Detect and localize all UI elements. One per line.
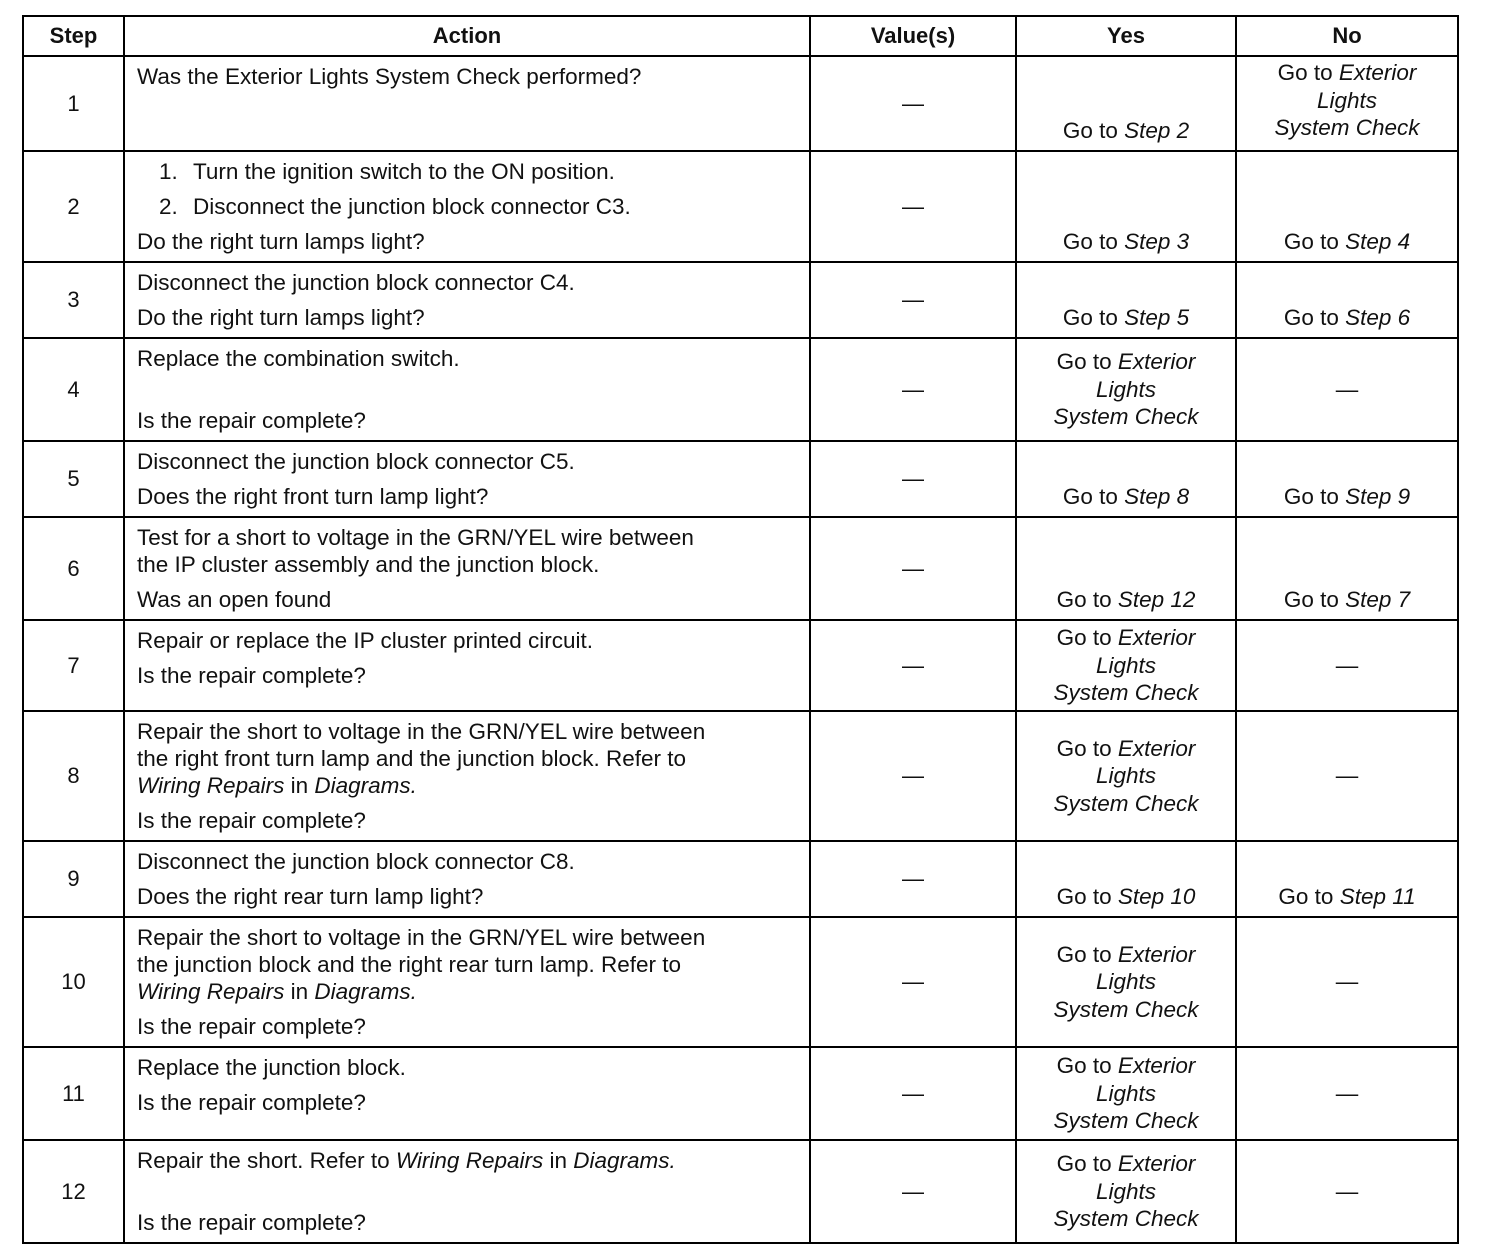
goto-label: Go to (1062, 117, 1118, 143)
value-cell (810, 56, 1016, 151)
goto-label: Go to (1056, 1151, 1112, 1177)
action-cell (124, 1047, 810, 1140)
dash: — (1335, 763, 1359, 789)
goto-target: Lights (1095, 1080, 1157, 1106)
goto-label: Go to (1056, 1053, 1112, 1079)
action-question: Is the repair complete? (137, 1090, 366, 1115)
yes-cell (1016, 151, 1236, 262)
action-text: Disconnect the junction block connector C5. (137, 449, 575, 474)
goto-target: Exterior (1117, 735, 1196, 761)
goto-target: System Check (1053, 404, 1199, 430)
dash: — (1335, 376, 1359, 402)
goto-target: System Check (1053, 790, 1199, 816)
step-number: 12 (23, 1140, 124, 1243)
goto-label: Go to (1056, 586, 1112, 612)
action-cell (124, 620, 810, 711)
yes-cell (1016, 1047, 1236, 1140)
action-question: Does the right front turn lamp light? (137, 484, 489, 509)
action-cell (124, 262, 810, 338)
goto-target: Lights (1316, 87, 1378, 113)
action-question: Is the repair complete? (137, 663, 366, 688)
action-text: the right front turn lamp and the junction block. Refer to (137, 746, 687, 771)
yes-cell (1016, 1140, 1236, 1243)
dash: — (1335, 1178, 1359, 1204)
goto-label: Go to (1056, 625, 1112, 651)
step-number: 6 (23, 517, 124, 620)
value-cell (810, 917, 1016, 1047)
dash: — (902, 652, 924, 678)
action-cell (124, 441, 810, 517)
yes-cell (1016, 262, 1236, 338)
goto-target: Step 10 (1117, 883, 1196, 909)
no-cell (1236, 338, 1458, 441)
goto-target: Exterior (1117, 349, 1196, 375)
table-row (23, 151, 1458, 262)
value-cell (810, 620, 1016, 711)
action-cell (124, 1140, 810, 1243)
goto-label: Go to (1283, 228, 1339, 254)
yes-cell (1016, 620, 1236, 711)
table-row (23, 338, 1458, 441)
no-cell (1236, 1047, 1458, 1140)
action-cell (124, 56, 810, 151)
yes-cell (1016, 711, 1236, 841)
action-text: Replace the combination switch. (137, 346, 460, 371)
reference-in: in (290, 773, 309, 798)
action-list-item (137, 158, 799, 185)
dash: — (1335, 652, 1359, 678)
step-number: 1 (23, 56, 124, 151)
dash: — (902, 866, 924, 891)
action-question: Do the right turn lamps light? (137, 229, 425, 254)
action-cell (124, 711, 810, 841)
action-question: Is the repair complete? (137, 1014, 366, 1039)
diagnostic-table-container (22, 15, 1457, 1244)
reference-link[interactable]: Diagrams. (573, 1148, 676, 1173)
no-cell (1236, 441, 1458, 517)
goto-label: Go to (1278, 883, 1334, 909)
goto-target: Step 11 (1339, 883, 1416, 909)
action-text: Replace the junction block. (137, 1055, 406, 1080)
goto-target: Step 7 (1345, 586, 1411, 612)
action-text: Test for a short to voltage in the GRN/YEL wire between (137, 525, 694, 550)
goto-target: System Check (1053, 680, 1199, 706)
goto-target: Step 3 (1124, 228, 1190, 254)
goto-target: Lights (1095, 376, 1157, 402)
reference-in: in (549, 1148, 568, 1173)
no-cell (1236, 841, 1458, 917)
step-number: 8 (23, 711, 124, 841)
action-text: the junction block and the right rear turn lamp. Refer to (137, 952, 682, 977)
no-cell (1236, 262, 1458, 338)
value-cell (810, 338, 1016, 441)
table-row (23, 56, 1458, 151)
table-row (23, 841, 1458, 917)
action-text: Repair the short to voltage in the GRN/YEL wire between (137, 719, 706, 744)
action-text: Disconnect the junction block connector C3. (193, 194, 631, 219)
goto-label: Go to (1056, 735, 1112, 761)
goto-target: System Check (1053, 1108, 1199, 1134)
value-cell (810, 1140, 1016, 1243)
header-step: Step (23, 16, 124, 56)
goto-label: Go to (1062, 483, 1118, 509)
table-row (23, 1140, 1458, 1243)
action-cell (124, 841, 810, 917)
value-cell (810, 1047, 1016, 1140)
table-row (23, 620, 1458, 711)
step-number: 5 (23, 441, 124, 517)
goto-target: Step 8 (1124, 483, 1190, 509)
step-number: 9 (23, 841, 124, 917)
goto-label: Go to (1062, 228, 1118, 254)
goto-target: Lights (1095, 652, 1157, 678)
reference-link[interactable]: Wiring Repairs (137, 979, 285, 1004)
yes-cell (1016, 56, 1236, 151)
yes-cell (1016, 338, 1236, 441)
goto-target: Lights (1095, 1178, 1157, 1204)
table-row (23, 711, 1458, 841)
action-cell (124, 151, 810, 262)
action-list-item (137, 193, 799, 220)
action-text: Repair or replace the IP cluster printed circuit. (137, 628, 594, 653)
goto-target: Step 6 (1345, 304, 1411, 330)
dash: — (902, 90, 924, 116)
header-row (23, 16, 1458, 56)
action-question: Was an open found (137, 587, 332, 612)
dash: — (1335, 1080, 1359, 1106)
goto-target: Step 9 (1345, 483, 1411, 509)
item-number: 1. (159, 159, 178, 184)
goto-target: Exterior (1117, 625, 1196, 651)
no-cell (1236, 56, 1458, 151)
no-cell (1236, 1140, 1458, 1243)
dash: — (902, 376, 924, 402)
table-row (23, 262, 1458, 338)
action-question: Do the right turn lamps light? (137, 305, 425, 330)
reference-link[interactable]: Wiring Repairs (137, 773, 285, 798)
dash: — (902, 1178, 924, 1204)
goto-target: System Check (1053, 996, 1199, 1022)
reference-link[interactable]: Diagrams. (314, 979, 417, 1004)
goto-target: Step 12 (1117, 586, 1196, 612)
dash: — (902, 466, 924, 491)
yes-cell (1016, 441, 1236, 517)
goto-label: Go to (1277, 60, 1333, 85)
goto-target: Lights (1095, 969, 1157, 995)
dash: — (902, 193, 924, 219)
action-cell (124, 917, 810, 1047)
goto-target: Exterior (1117, 1053, 1196, 1079)
action-text: Repair the short to voltage in the GRN/YEL wire between (137, 925, 706, 950)
value-cell (810, 441, 1016, 517)
action-text: Was the Exterior Lights System Check performed? (137, 64, 642, 89)
step-number: 3 (23, 262, 124, 338)
goto-label: Go to (1056, 349, 1112, 375)
goto-target: Step 4 (1345, 228, 1411, 254)
value-cell (810, 151, 1016, 262)
action-text: Disconnect the junction block connector C8. (137, 849, 575, 874)
reference-link[interactable]: Diagrams. (314, 773, 417, 798)
dash: — (902, 555, 924, 581)
goto-label: Go to (1283, 304, 1339, 330)
goto-label: Go to (1062, 304, 1118, 330)
action-question: Is the repair complete? (137, 408, 366, 433)
goto-label: Go to (1056, 941, 1112, 967)
goto-target: Exterior (1117, 941, 1196, 967)
goto-target: System Check (1274, 115, 1420, 140)
goto-target: Step 5 (1124, 304, 1190, 330)
goto-label: Go to (1283, 586, 1339, 612)
dash: — (902, 969, 924, 994)
header-yes: Yes (1016, 16, 1236, 56)
action-cell (124, 338, 810, 441)
step-number: 4 (23, 338, 124, 441)
action-question: Is the repair complete? (137, 808, 366, 833)
action-cell (124, 517, 810, 620)
value-cell (810, 262, 1016, 338)
value-cell (810, 517, 1016, 620)
goto-target: Exterior (1117, 1151, 1196, 1177)
dash: — (902, 1080, 924, 1106)
value-cell (810, 711, 1016, 841)
step-number: 7 (23, 620, 124, 711)
yes-cell (1016, 517, 1236, 620)
table-row (23, 441, 1458, 517)
action-question: Does the right rear turn lamp light? (137, 884, 484, 909)
header-action: Action (124, 16, 810, 56)
item-number: 2. (159, 194, 178, 219)
action-text: the IP cluster assembly and the junction block. (137, 552, 600, 577)
goto-target: Exterior (1338, 60, 1417, 85)
table-row (23, 1047, 1458, 1140)
step-number: 2 (23, 151, 124, 262)
no-cell (1236, 620, 1458, 711)
table-row (23, 917, 1458, 1047)
dash: — (902, 287, 924, 312)
goto-label: Go to (1283, 483, 1339, 509)
goto-target: Step 2 (1124, 117, 1190, 143)
reference-in: in (290, 979, 309, 1004)
no-cell (1236, 151, 1458, 262)
dash: — (902, 763, 924, 788)
dash: — (1335, 969, 1359, 995)
value-cell (810, 841, 1016, 917)
no-cell (1236, 917, 1458, 1047)
header-no: No (1236, 16, 1458, 56)
goto-target: Lights (1095, 763, 1157, 789)
reference-link[interactable]: Wiring Repairs (395, 1148, 544, 1173)
header-values: Value(s) (810, 16, 1016, 56)
yes-cell (1016, 917, 1236, 1047)
step-number: 10 (23, 917, 124, 1047)
no-cell (1236, 517, 1458, 620)
no-cell (1236, 711, 1458, 841)
action-text: Disconnect the junction block connector C4. (137, 270, 575, 295)
goto-label: Go to (1056, 883, 1112, 909)
yes-cell (1016, 841, 1236, 917)
goto-target: System Check (1053, 1206, 1199, 1232)
table-row (23, 517, 1458, 620)
action-text: Repair the short. Refer to (137, 1148, 390, 1173)
step-number: 11 (23, 1047, 124, 1140)
action-text: Turn the ignition switch to the ON position. (193, 159, 615, 184)
diagnostic-table (22, 15, 1459, 1244)
action-question: Is the repair complete? (137, 1210, 366, 1235)
